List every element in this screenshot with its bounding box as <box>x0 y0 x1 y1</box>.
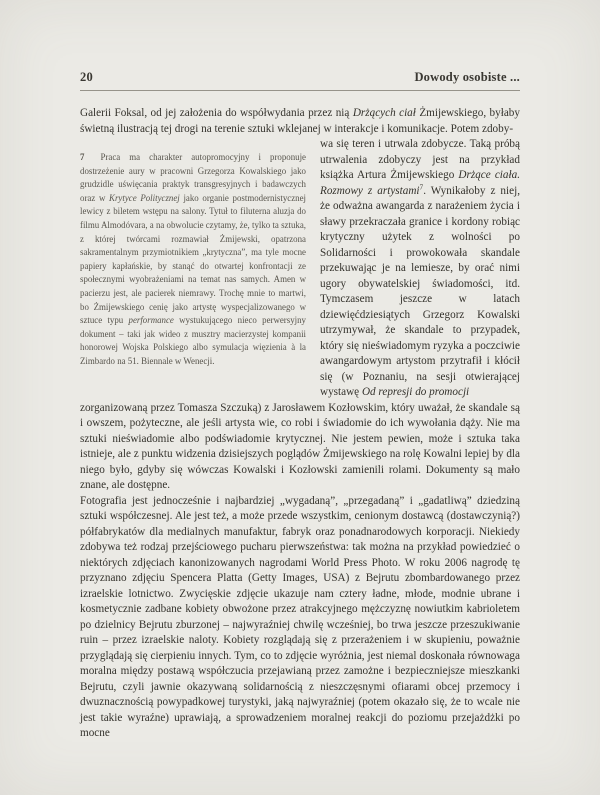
footnote-block: 7 Praca ma charakter autopromocyjny i proponuje dostrzeżenie aury w pracowni Grzegorza Kowalskiego jako grudzidle uświęcania praktyk transgresyjnych i badawczych oraz w Krytyce Politycznej jako organie postmodernistycznej lewicy z biletem wstępu na salony. Tytuł to filuterna aluzja do filmu Almodóvara, a na obwolucie czytamy, że, tylko ta sztuka, z której twórcami rozmawiał Żmijewski, opatrzona sakramentalnym przymiotnikiem „krytyczna”, ma tyle mocne papiery kapłańskie, by stanąć do otwartej konfrontacji ze społecznymi wyobrażeniami na temat nas samych. Amen w pacierzu jest, ale pacierek niemrawy. Trochę mnie to martwi, bo Żmijewskiego cenię jako artystę wyspecjalizowanego w sztuce typu performance wystukującego nieco perwersyjny dokument – taki jak wideo z musztry macierzystej kompanii honorowej Wojska Polskiego albo symulacja więzienia à la Zimbardo na 51. Biennale w Wenecji. <box>80 152 306 366</box>
column-paragraph: wa się teren i utrwala zdobycze. Taką próbą utrwalenia zdobyczy jest na przykład książka Artura Żmijewskiego Drżące ciała. Rozmowy z artystami$^7$. Wynikałoby z niej, że odważna awangarda z narażeniem życia i sławy przekraczała granice i kordony robiąc krytyczny użytek z wolności po Solidarności i prowokowała skandale przekuwając je na lemiesze, by orać nimi ugory obywatelskiej świadomości, itd. Tymczasem jeszcze w latach dziewięćdziesiątych Grzegorz Kowalski utrzymywał, że skandale to przypadek, który się nieświadomym ryzyka a poczciwie awangardowym artystom przytrafił i kłócił się (w Poznaniu, na sesji otwierającej wystawę Od represji do promocji <box>320 138 521 398</box>
header-rule <box>80 90 520 91</box>
page-header <box>80 70 520 85</box>
photography-paragraph: Fotografia jest jednocześnie i najbardziej „wygadaną”, „przegadaną” i „gadatliwą” dziedziną sztuki współczesnej. Ale jest też, a może przede wszystkim, cenionym dostawcą (dostawczynią?) półfabrykatów dla medialnych manufaktur, fabryk oraz ponadnarodowych korporacji. Niekiedy zdobywa też rodzaj przejściowego pucharu pierwszeństwa: tak można na przykład powiedzieć o niektórych zdjęciach kanonizowanych nagrodami World Press Photo. W roku 2006 nagrodę tę przyznano zdjęciu Spencera Platta (Getty Images, USA) z Bejrutu zbombardowanego przez izraelskie lotnictwo. Zwycięskie zdjęcie ukazuje nam cztery ładne, młode, modnie ubrane i kosmetycznie zadbane kobiety obwożone przez atrakcyjnego mężczyznę nowiutkim kabrioletem po dzielnicy Bejrutu zburzonej – najwyraźniej chwilę wcześniej, bo trwa jeszcze przeszukiwanie ruin – przez izraelskie naloty. Kobiety rozglądają się z przerażeniem i w skupieniu, poważnie przyglądają się cierpieniu innych. Tym, co to zdjęcie wyróżnia, jest niemal doskonała równowaga moralna między postawą współczucia przejawianą przez zamożne i bezpieczniejsze mieszkanki Bejrutu, czyli jawnie okazywaną solidarnością z nieszczęsnymi ofiarami obcej przemocy i dwuznacznością powypadkowej turystyki, jaką najwyraźniej (potem okazało się, że to wcale nie jest takie wyraźne) uprawiają, a sprowadzeniem moralnej reakcji do poziomu przejażdżki po mocne <box>80 494 520 739</box>
body-text <box>80 106 520 742</box>
continuation-paragraph: zorganizowaną przez Tomasza Szczuką) z Jarosławem Kozłowskim, który uważał, że skandale są i owszem, pożyteczne, ale jeśli artysta wie, co robi i świadomie do ich wywołania dąży. Nie ma sztuki nieświadomie albo podświadomie krytycznej. Nie jestem pewien, może i sztuka taka istnieje, ale z punktu widzenia dzisiejszych poglądów Żmijewskiego na rolę Kowalni lepiej by dla niego było, gdyby się wówczas Kowalski i Kozłowski zamienili rolami. Dokumenty są mało znane, ale dostępne. <box>80 401 520 491</box>
two-column-block <box>80 137 520 401</box>
opening-paragraph: Galerii Foksal, od jej założenia do współwydania przez nią Drżących ciał Żmijewskiego, byłaby świetną ilustracją tej drogi na terenie sztuki wklejanej w interakcje i komunikacje. Potem zdoby- <box>80 107 520 135</box>
running-title: Dowody osobiste ... <box>414 70 520 84</box>
page-number: 20 <box>80 70 93 84</box>
